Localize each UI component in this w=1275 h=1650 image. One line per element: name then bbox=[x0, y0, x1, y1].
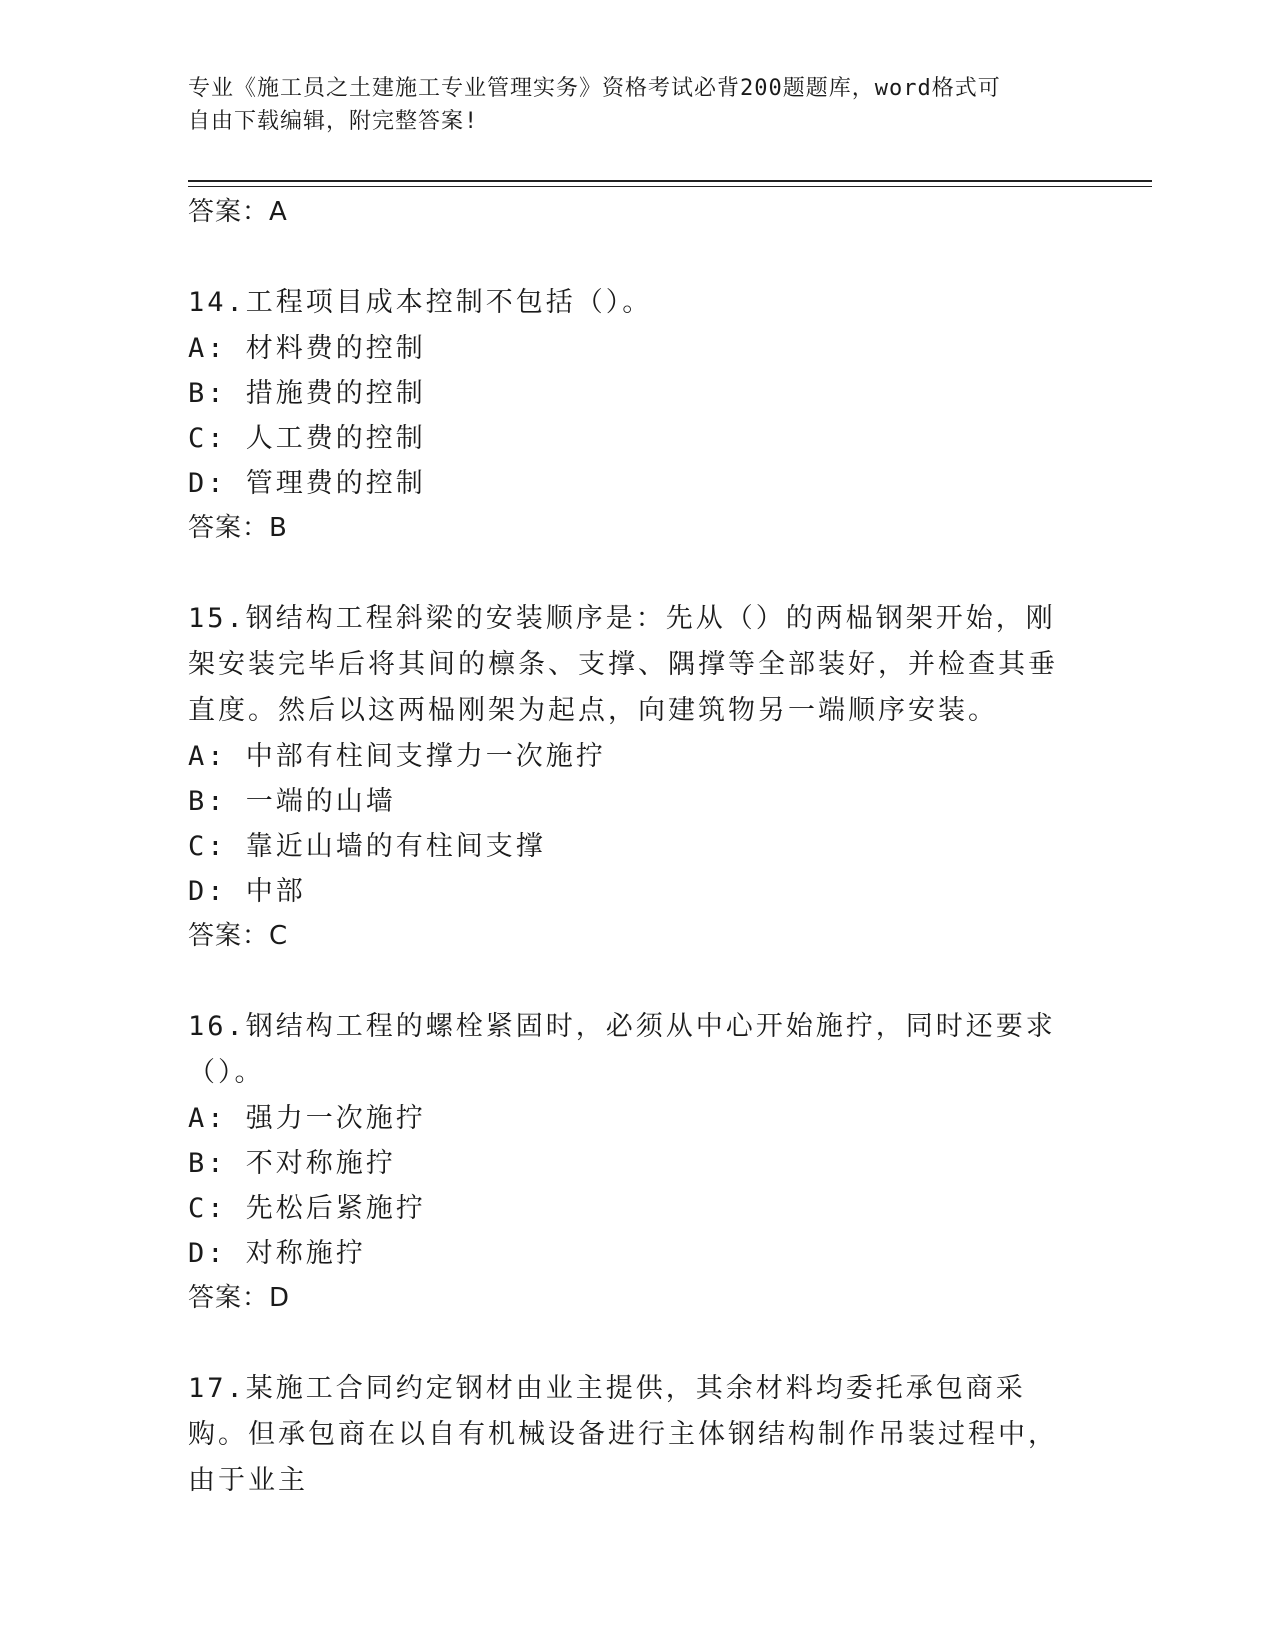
header-line-1: 专业《施工员之土建施工专业管理实务》资格考试必背200题题库，word格式可 bbox=[188, 76, 1001, 101]
option-a: A: 中部有柱间支撑力一次施拧 bbox=[188, 741, 606, 772]
option-c: C: 靠近山墙的有柱间支撑 bbox=[188, 831, 546, 862]
question-stem: 14.工程项目成本控制不包括（）。 bbox=[188, 287, 653, 318]
question-15 bbox=[188, 596, 1088, 958]
option-c: C: 人工费的控制 bbox=[188, 423, 426, 454]
option-b: B: 一端的山墙 bbox=[188, 786, 396, 817]
answer-line: 答案：B bbox=[188, 513, 288, 543]
question-16 bbox=[188, 1004, 1088, 1320]
option-d: D: 管理费的控制 bbox=[188, 468, 426, 499]
question-stem: 16.钢结构工程的螺栓紧固时，必须从中心开始施拧，同时还要求（）。 bbox=[188, 1011, 1056, 1088]
question-14 bbox=[188, 280, 1088, 550]
answer-line: 答案：D bbox=[188, 1283, 291, 1313]
answer-line: 答案：C bbox=[188, 921, 289, 951]
option-c: C: 先松后紧施拧 bbox=[188, 1193, 426, 1224]
option-a: A: 材料费的控制 bbox=[188, 333, 426, 364]
header-divider bbox=[188, 180, 1152, 187]
question-stem: 17.某施工合同约定钢材由业主提供，其余材料均委托承包商采购。但承包商在以自有机械设备进行主体钢结构制作吊装过程中，由于业主 bbox=[188, 1373, 1058, 1496]
answer-line: 答案：A bbox=[188, 197, 288, 227]
page-header bbox=[188, 72, 1068, 138]
question-list bbox=[188, 190, 1088, 1504]
option-b: B: 不对称施拧 bbox=[188, 1148, 396, 1179]
option-a: A: 强力一次施拧 bbox=[188, 1103, 426, 1134]
option-b: B: 措施费的控制 bbox=[188, 378, 426, 409]
option-d: D: 对称施拧 bbox=[188, 1238, 366, 1269]
header-line-2: 自由下载编辑，附完整答案! bbox=[188, 109, 479, 134]
question-17 bbox=[188, 1366, 1088, 1504]
option-d: D: 中部 bbox=[188, 876, 306, 907]
question-stem: 15.钢结构工程斜梁的安装顺序是：先从（）的两榀钢架开始，刚架安装完毕后将其间的檩条、支撑、隅撑等全部装好，并检查其垂直度。然后以这两榀刚架为起点，向建筑物另一端顺序安装。 bbox=[188, 603, 1058, 726]
